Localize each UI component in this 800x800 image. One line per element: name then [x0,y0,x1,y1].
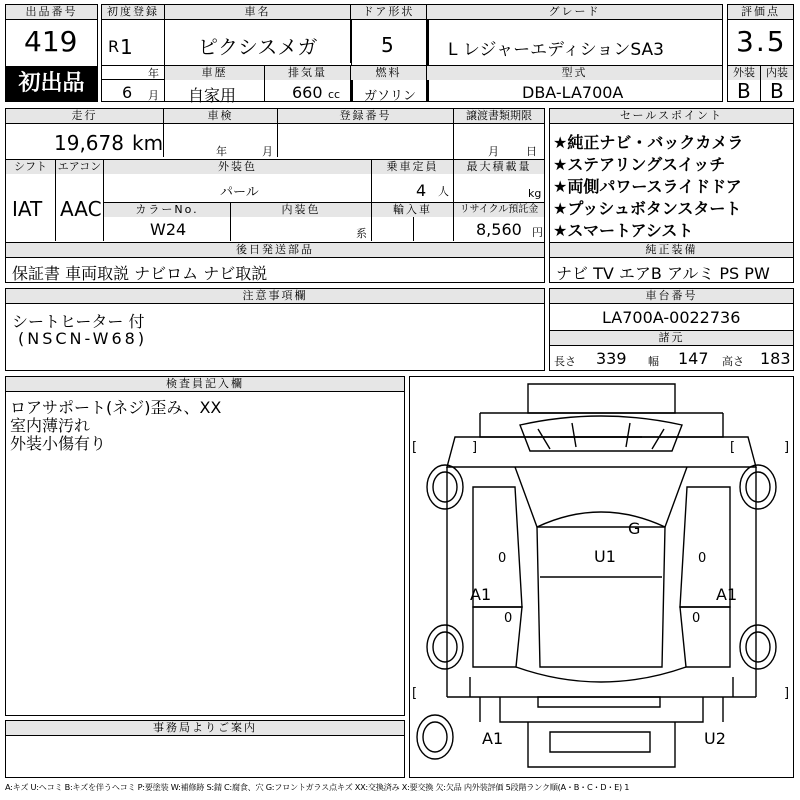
displacement: 660 [292,83,323,102]
inspector-block [5,376,405,716]
capacity-unit: 人 [438,185,449,198]
inspector-line: 室内薄汚れ [10,416,91,435]
lot-box [5,4,98,102]
svg-text:0: 0 [698,551,707,566]
damage-mark-u2: U2 [704,729,726,748]
doors: 5 [381,33,394,57]
later-label: 後日発送部品 [6,243,544,257]
intcolor-unit: 系 [356,227,367,240]
later-parts: 保証書 車両取説 ナビロム ナビ取説 [12,264,268,283]
colorno: W24 [150,220,187,239]
lot-number: 419 [24,25,78,58]
fuel-label: 燃料 [351,66,426,80]
disp-unit: cc [328,88,341,101]
load-unit: kg [528,187,542,200]
import-label: 輸入車 [372,203,453,217]
car-diagram [409,376,794,778]
inspector-label: 検査員記入欄 [6,377,404,392]
svg-text:[: [ [412,440,418,455]
insp-month-unit: 月 [262,145,273,158]
dims-label: 諸元 [550,331,793,345]
load-label: 最大積載量 [454,160,544,174]
inspector-line: ロアサポート(ネジ)歪み、XX [10,398,222,417]
damage-mark-a1-rear: A1 [482,729,504,748]
sales-point: ★ステアリングスイッチ [553,155,726,174]
length-label: 長さ [554,355,576,368]
reg-year: 1 [120,35,133,59]
car-outline [410,377,793,777]
mileage-unit: km [132,131,164,155]
fuel: ガソリン [364,89,417,104]
insp-year-unit: 年 [216,145,227,158]
color-label: 外装色 [104,160,371,174]
chassis-block [549,288,794,371]
inspection-label: 車検 [164,109,277,124]
recycle: 8,560 [476,220,522,239]
reg-month-unit: 月 [148,89,159,102]
ext-grade: B [737,79,751,103]
damage-mark-g: G [628,519,641,538]
color: パール [220,185,259,200]
recycle-unit: 円 [532,226,543,239]
svg-text:]: ] [472,440,478,455]
ac: AAC [60,197,102,221]
svg-text:0: 0 [498,551,507,566]
notes-block [5,288,545,371]
capacity-label: 乗車定員 [372,160,453,174]
door-label: ドア形状 [351,5,426,20]
model-label: 型式 [427,66,722,80]
intcolor-label: 内装色 [231,203,371,217]
score-label: 評価点 [728,5,793,20]
lot-label: 出品番号 [6,5,97,20]
svg-text:[: [ [412,686,418,701]
office-label: 事務局よりご案内 [6,721,404,736]
mileage-label: 走行 [6,109,163,124]
damage-mark-a1-left: A1 [470,585,492,604]
reg-year-unit: 年 [148,67,159,80]
score-box [727,4,794,102]
dl-day-unit: 日 [526,145,537,158]
mileage: 19,678 [54,131,124,155]
reg-label: 初度登録 [102,5,164,20]
svg-text:[: [ [730,440,736,455]
spec-block [5,108,545,283]
shift-label: シフト [6,160,55,174]
ext-label: 外装 [728,66,760,80]
reg-era: R [108,37,120,56]
office-block [5,720,405,778]
score: 3.5 [736,25,787,58]
sales-point: ★両側パワースライドドア [553,177,742,196]
grade: L レジャーエディションSA3 [448,40,664,60]
sales-point: ★純正ナビ・バックカメラ [553,133,744,152]
chassis-label: 車台番号 [550,289,793,304]
length: 339 [596,349,627,368]
notes-label: 注意事項欄 [6,289,544,304]
height-label: 高さ [722,355,744,368]
deadline-label: 譲渡書類期限 [454,109,544,124]
height: 183 [760,349,791,368]
sales-point: ★プッシュボタンスタート [553,199,742,218]
grade-label: グレード [427,5,722,20]
svg-text:0: 0 [504,611,513,626]
colorno-label: カラーNo. [104,203,230,217]
car-label: 車名 [165,5,350,20]
svg-text:]: ] [784,440,790,455]
history-label: 車歴 [165,66,264,80]
recycle-label: リサイクル預託金 [454,203,544,217]
ac-label: エアコン [57,160,102,173]
equipment: ナビ TV エアB アルミ PS PW [556,264,770,283]
note-line: (NSCN-W68) [18,329,148,348]
reg-month: 6 [122,83,133,102]
shift: IAT [12,197,43,221]
sales-point: ★スマートアシスト [553,221,694,240]
disp-label: 排気量 [265,66,350,80]
width-label: 幅 [648,355,659,368]
int-label: 内装 [761,66,793,80]
svg-text:0: 0 [692,611,701,626]
sales-label: セールスポイント [550,109,793,124]
equipment-label: 純正装備 [550,243,793,257]
int-grade: B [770,79,784,103]
inspector-line: 外装小傷有り [10,434,107,453]
model: DBA-LA700A [522,83,624,102]
damage-mark-u1: U1 [594,547,616,566]
note-line: シートヒーター 付 [12,312,145,331]
car-name: ピクシスメガ [198,35,318,59]
sales-block [549,108,794,283]
width: 147 [678,349,709,368]
history: 自家用 [188,86,237,105]
chassis-number: LA700A-0022736 [602,308,741,327]
plate-label: 登録番号 [278,109,453,124]
header-block [101,4,723,105]
dl-month-unit: 月 [488,145,499,158]
svg-text:]: ] [784,686,790,701]
legend: A:キズ U:ヘコミ B:キズを伴うヘコミ P:要塗装 W:補修跡 S:錆 C:腐食、穴 G:フロントガラス点キズ XX:交換済み X:要交換 欠:欠品 内外装評価 5段階ランク順(A・B・C・D・E) 1 [5,782,630,792]
capacity: 4 [416,181,427,200]
first-listing-badge: 初出品 [6,66,97,101]
damage-mark-a1-right: A1 [716,585,738,604]
